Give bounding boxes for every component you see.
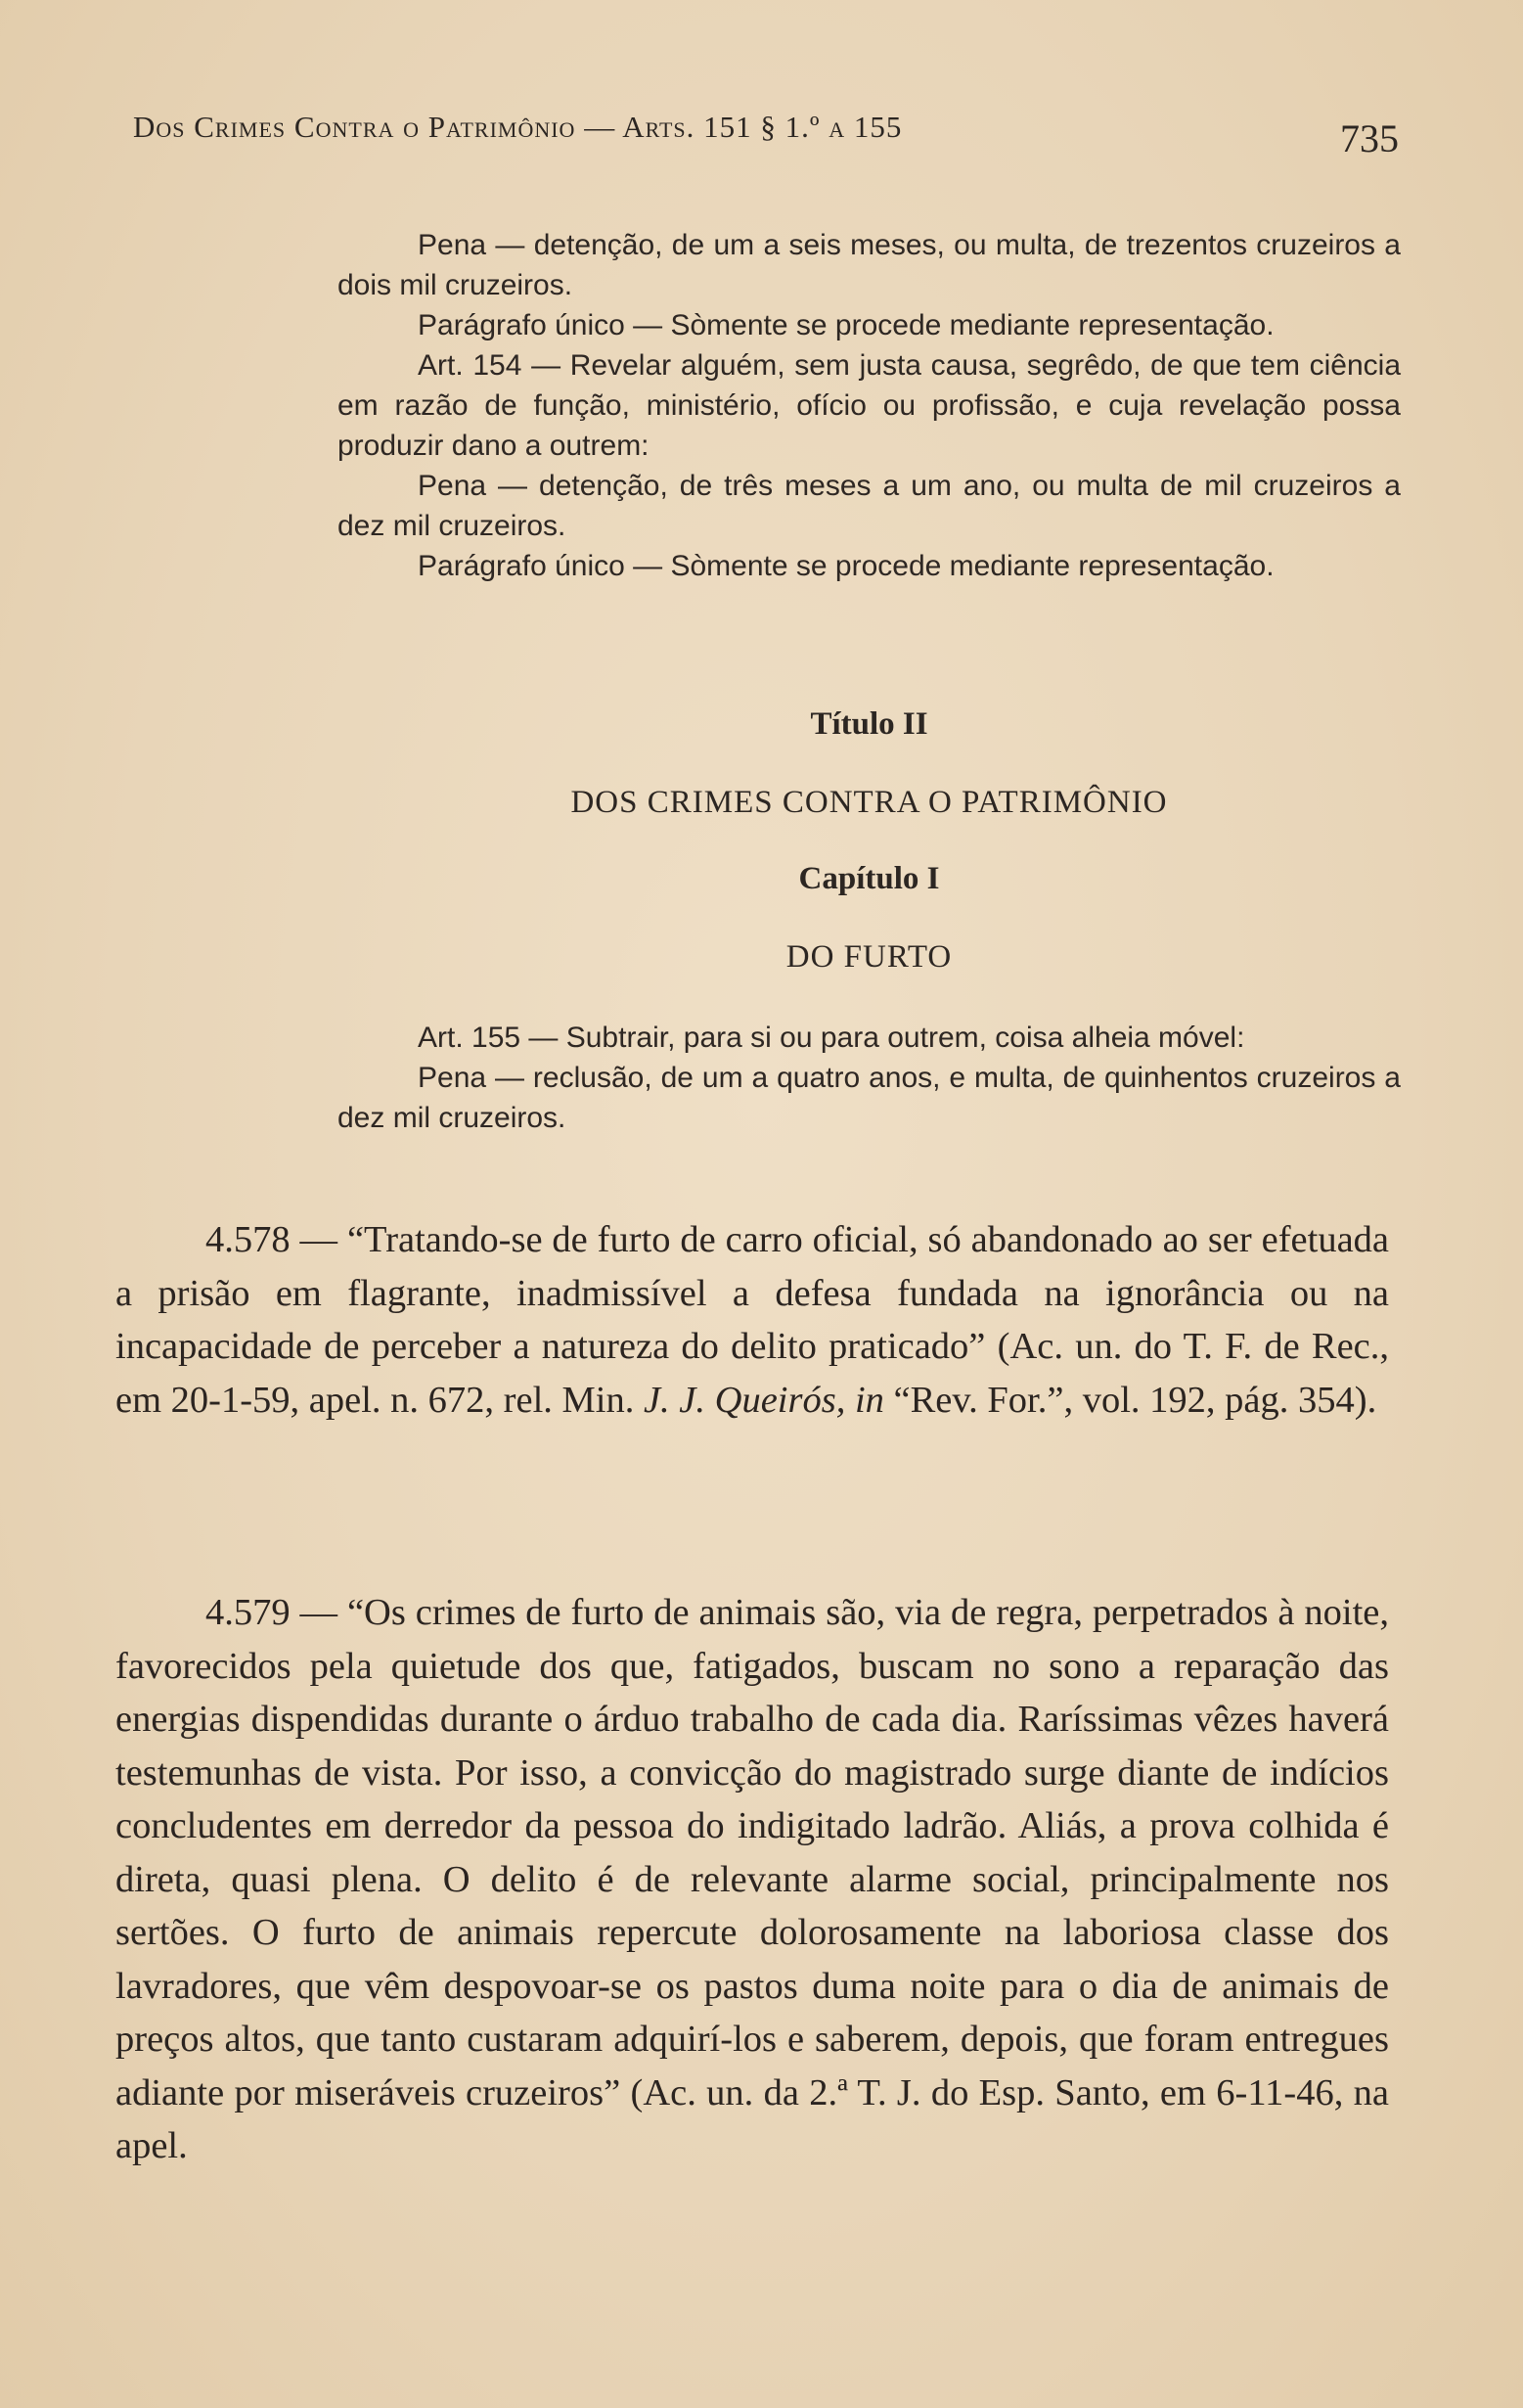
- statute-paragraph: Pena — reclusão, de um a quatro anos, e multa, de quinhentos cruzeiros a dez mil cruzeiros.: [337, 1062, 1401, 1134]
- entry-italic: J. J. Queirós, in: [643, 1379, 884, 1421]
- title-name-heading: DOS CRIMES CONTRA O PATRIMÔNIO: [570, 785, 1168, 820]
- statute-paragraph: Art. 154 — Revelar alguém, sem justa causa, segrêdo, de que tem ciência em razão de função, ministério, ofício ou profissão, e cuja revelação possa produzir dano a outrem:: [337, 349, 1401, 462]
- jurisprudence-entry-4578: [115, 1213, 1389, 1427]
- entry-text: — “Os crimes de furto de animais são, via de regra, perpetrados à noite, favorecidos pela quietude dos que, fatigados, buscam no sono a reparação das energias dispendidas durante o árduo trabalho de cada dia. Raríssimas vêzes haverá testemunhas de vista. Por isso, a convicção do magistrado surge diante de indícios concludentes em derredor da pessoa do indigitado ladrão. Aliás, a prova colhida é direta, quasi plena. O delito é de relevante alarme social, principalmente nos sertões. O furto de animais repercute dolorosamente na laboriosa classe dos lavradores, que vêm despovoar-se os pastos duma noite para o dia de animais de preços altos, que tanto custaram adquirí-los e saberem, depois, que foram entregues adiante por miseráveis cruzeiros” (Ac. un. da 2.ª T. J. do Esp. Santo, em 6-11-46, na apel.: [115, 1592, 1389, 2166]
- statute-paragraph: Pena — detenção, de um a seis meses, ou multa, de trezentos cruzeiros a dois mil cruzeiros.: [337, 229, 1401, 301]
- chapter-heading: Capítulo I: [798, 861, 940, 896]
- title-heading: Título II: [810, 706, 928, 742]
- statute-paragraph: Pena — detenção, de três meses a um ano, ou multa de mil cruzeiros a dez mil cruzeiros.: [337, 470, 1401, 542]
- entry-text: — “Tratando-se de furto de carro oficial, só abandonado ao ser efetuada a prisão em flagrante, inadmissível a defesa fundada na ignorância ou na incapacidade de perceber a natureza do delito praticado” (Ac. un. do T. F. de Rec., em 20-1-59, apel. n. 672, rel. Min.: [115, 1219, 1389, 1421]
- chapter-name-heading: DO FURTO: [785, 939, 953, 975]
- running-header: Dos Crimes Contra o Patrimônio — Arts. 151 § 1.º a 155: [133, 110, 903, 144]
- entry-text-end: “Rev. For.”, vol. 192, pág. 354).: [883, 1379, 1377, 1421]
- statute-paragraph: Parágrafo único — Sòmente se procede mediante representação.: [418, 550, 1275, 582]
- statute-paragraph: Parágrafo único — Sòmente se procede mediante representação.: [418, 309, 1275, 341]
- page-number: 735: [1340, 116, 1399, 160]
- entry-number: 4.579: [205, 1592, 291, 1633]
- statute-block-art-155: [337, 1018, 1401, 1138]
- entry-number: 4.578: [205, 1219, 291, 1260]
- statute-block-art-153-154: [337, 225, 1401, 586]
- statute-paragraph: Art. 155 — Subtrair, para si ou para outrem, coisa alheia móvel:: [418, 1022, 1245, 1054]
- jurisprudence-entry-4579: [115, 1586, 1389, 2173]
